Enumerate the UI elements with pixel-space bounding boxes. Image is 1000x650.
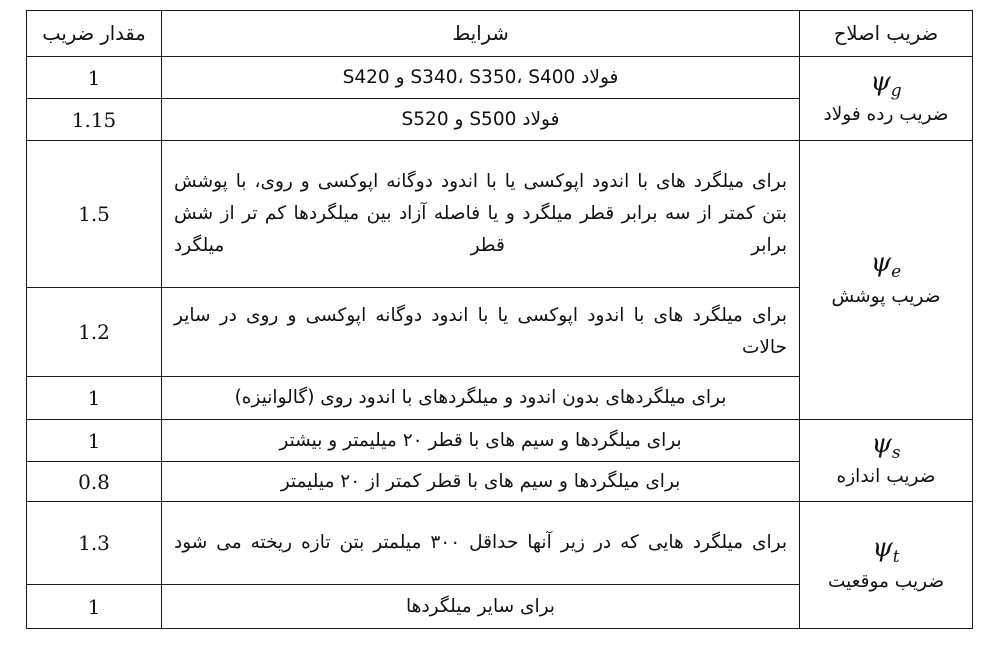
condition-text: فولاد S340، S350، S400 و S420 [162, 57, 800, 99]
coefficient-group-psi-e [800, 141, 973, 420]
column-header-coefficient: ضریب اصلاح [800, 11, 973, 57]
coefficient-value: 1 [27, 57, 162, 99]
psi-symbol: $\psi_s$ [871, 428, 901, 463]
table-row [27, 141, 973, 288]
table-body [27, 57, 973, 629]
psi-symbol: $\psi_e$ [870, 248, 902, 283]
column-header-conditions: شرایط [162, 11, 800, 57]
coefficient-value: 1.3 [27, 502, 162, 585]
coefficient-value: 1 [27, 420, 162, 462]
coefficient-group-psi-g [800, 57, 973, 141]
table-header [27, 11, 973, 57]
coefficient-value: 1 [27, 585, 162, 629]
coefficient-name: ضریب رده فولاد [823, 104, 949, 126]
coefficient-name: ضریب اندازه [836, 466, 936, 488]
coefficient-value: 1.2 [27, 288, 162, 377]
coefficient-value: 1.15 [27, 99, 162, 141]
coefficient-group-psi-t [800, 502, 973, 629]
table-row [27, 420, 973, 462]
coefficient-group-psi-s [800, 420, 973, 502]
coefficient-name: ضریب موقعیت [827, 570, 945, 592]
coefficient-value: 1.5 [27, 141, 162, 288]
condition-text: برای میلگرد های با اندود اپوکسی یا با اندود دوگانه اپوکسی و روی، با پوشش بتن کمتر از سه برابر قطر میلگرد و یا فاصله آزاد بین میلگردها کم تر از شش برابر قطر میلگرد [162, 141, 800, 288]
psi-symbol: $\psi_g$ [870, 66, 902, 101]
condition-text: برای میلگردها و سیم های با قطر کمتر از ۲۰ میلیمتر [162, 462, 800, 502]
condition-text: برای میلگرد های با اندود اپوکسی یا با اندود دوگانه اپوکسی و روی در سایر حالات [162, 288, 800, 377]
correction-coefficients-table [26, 10, 973, 629]
condition-text: برای میلگردها و سیم های با قطر ۲۰ میلیمتر و بیشتر [162, 420, 800, 462]
column-header-value: مقدار ضریب [27, 11, 162, 57]
coefficient-name: ضریب پوشش [831, 285, 941, 307]
table-row [27, 502, 973, 585]
coefficient-value: 0.8 [27, 462, 162, 502]
condition-text: برای سایر میلگردها [162, 585, 800, 629]
condition-text: برای میلگرد هایی که در زیر آنها حداقل ۳۰۰ میلمتر بتن تازه ریخته می شود [162, 502, 800, 585]
condition-text: برای میلگردهای بدون اندود و میلگردهای با اندود روی (گالوانیزه) [162, 377, 800, 420]
coefficient-value: 1 [27, 377, 162, 420]
header-row [27, 11, 973, 57]
psi-symbol: $\psi_t$ [872, 533, 900, 568]
condition-text: فولاد S500 و S520 [162, 99, 800, 141]
table-row [27, 57, 973, 99]
